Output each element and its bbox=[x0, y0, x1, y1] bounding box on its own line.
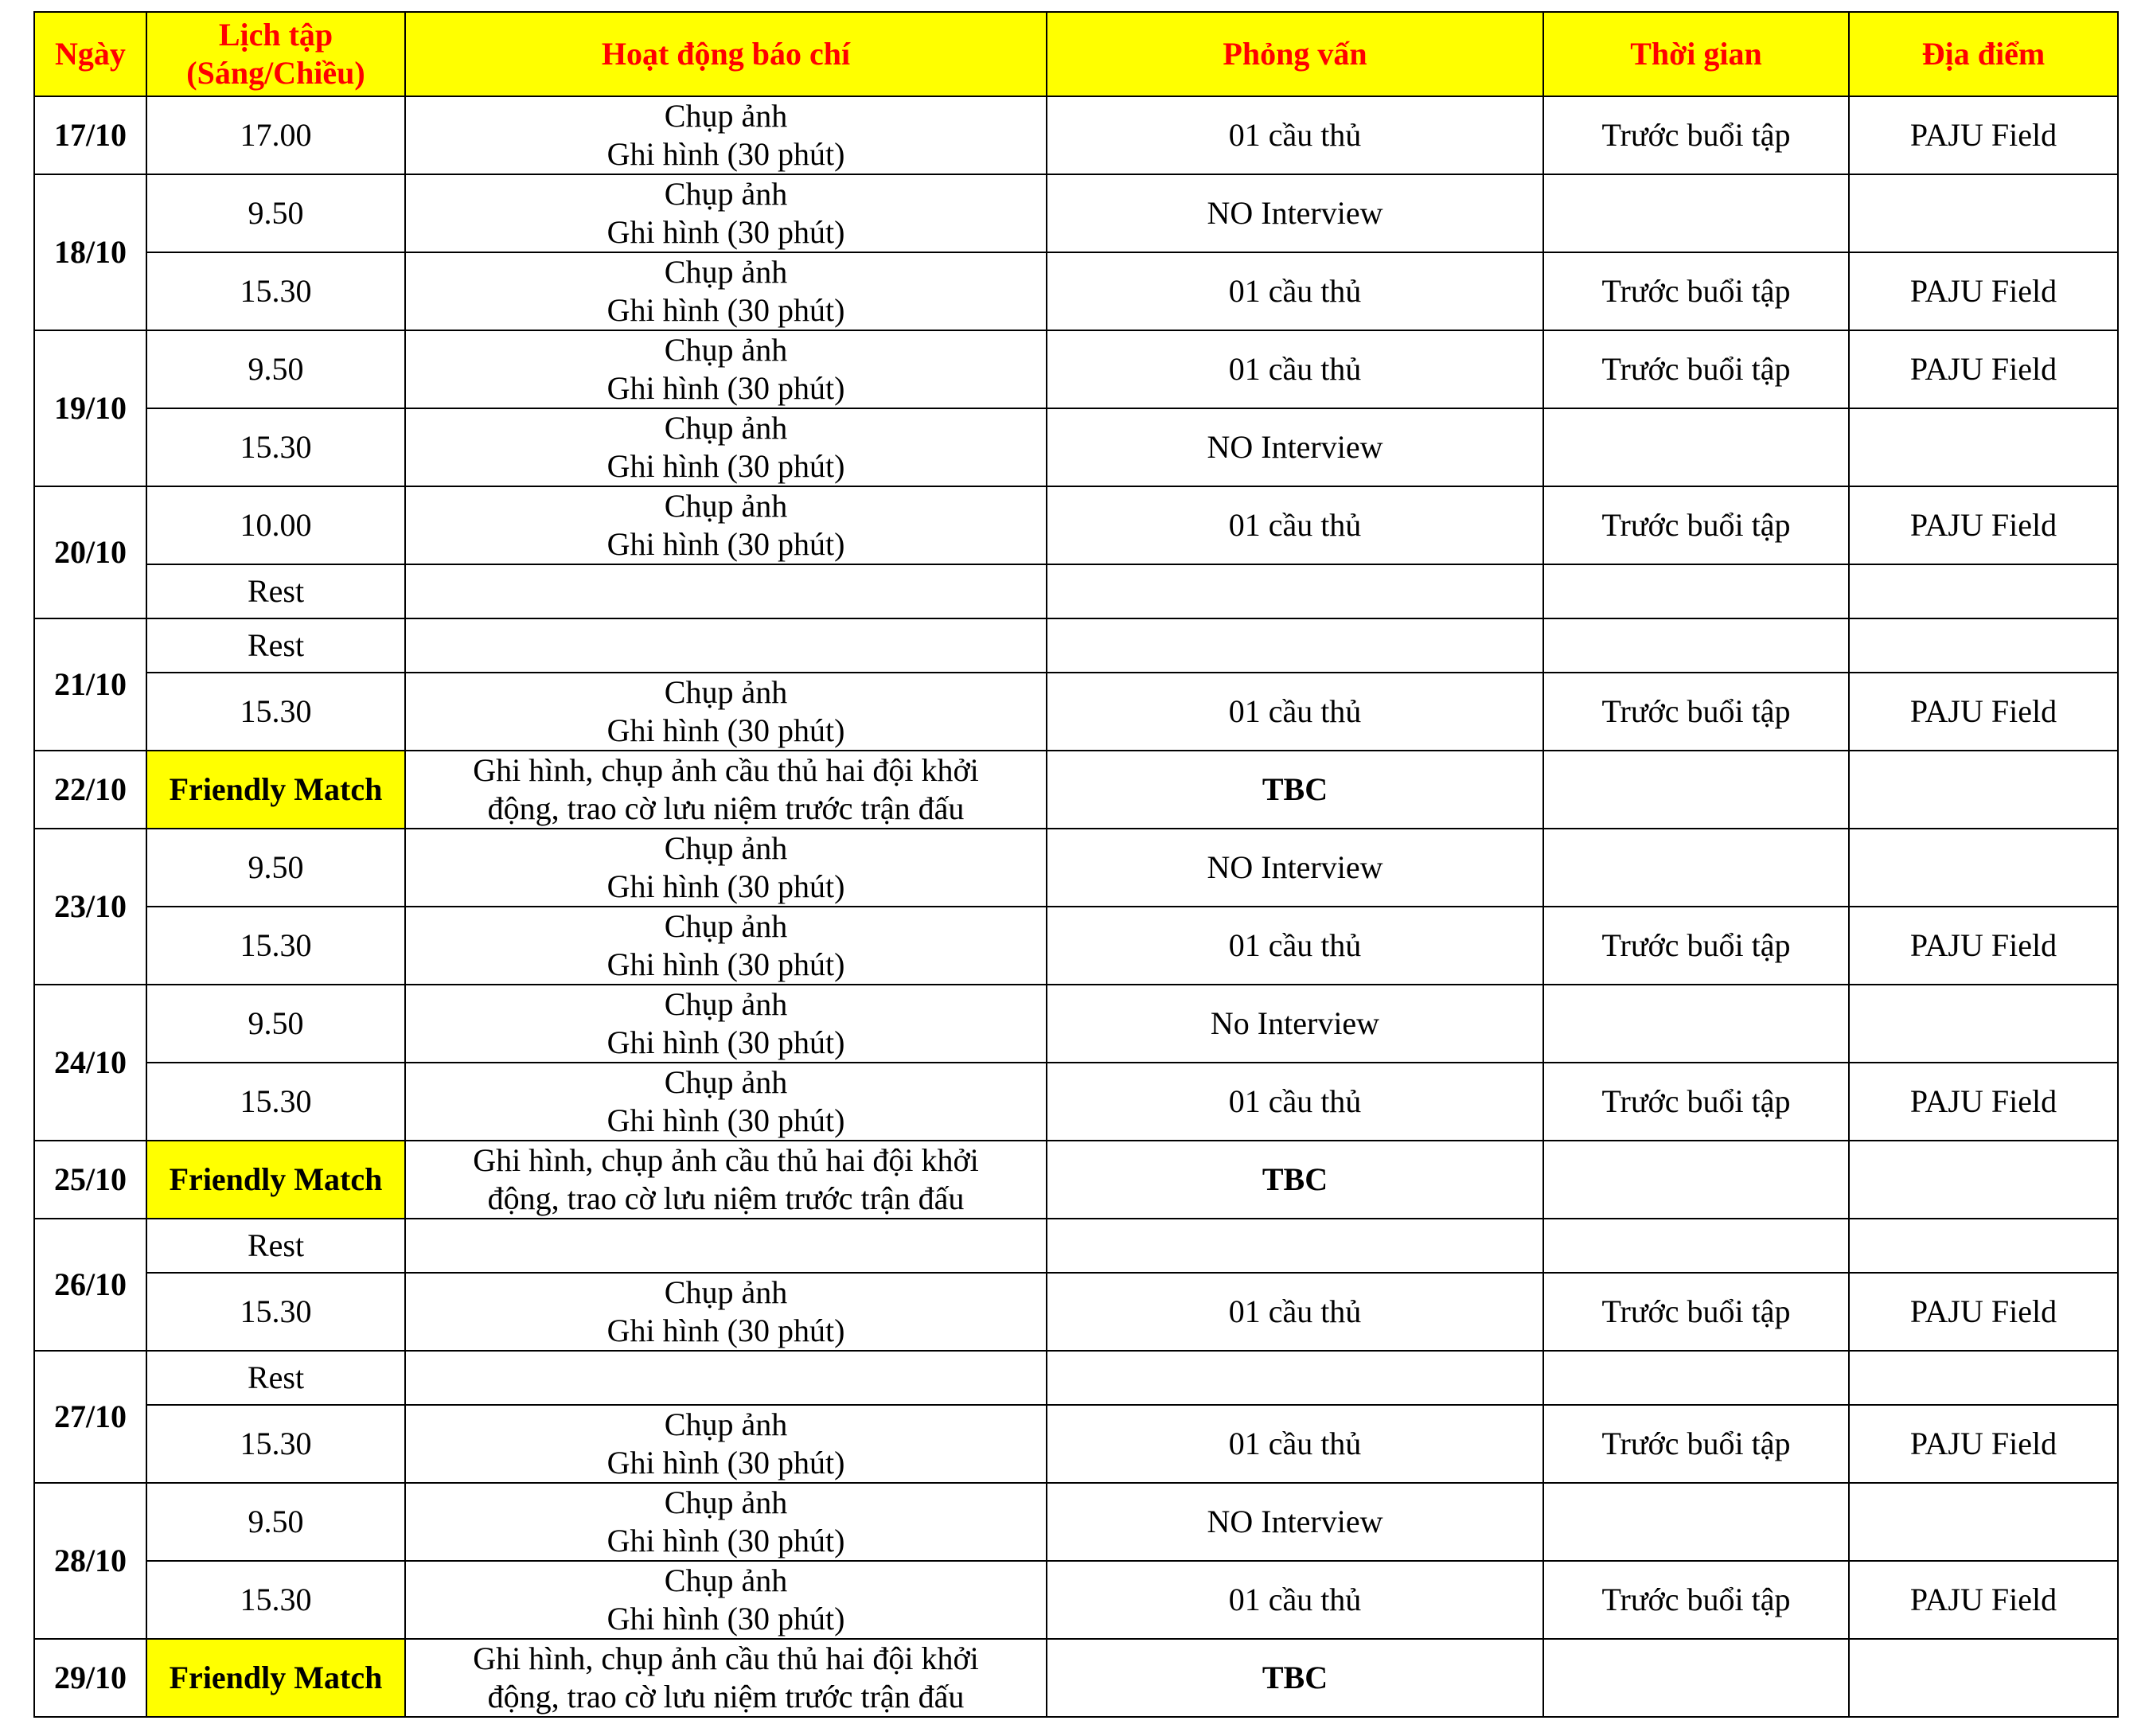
table-row bbox=[34, 252, 2118, 330]
press-activity-line: Chụp ảnh bbox=[664, 1274, 788, 1310]
table-row bbox=[34, 673, 2118, 751]
press-activity-cell bbox=[405, 1561, 1047, 1639]
press-activity-line: Ghi hình (30 phút) bbox=[606, 1445, 845, 1480]
press-activity-line: Ghi hình (30 phút) bbox=[606, 712, 845, 748]
press-activity-cell bbox=[405, 1351, 1047, 1405]
location-cell: PAJU Field bbox=[1849, 1273, 2118, 1351]
press-activity-cell bbox=[405, 1483, 1047, 1561]
training-cell: Rest bbox=[146, 618, 405, 673]
table-row bbox=[34, 1219, 2118, 1273]
date-cell: 22/10 bbox=[34, 751, 146, 829]
press-activity-cell bbox=[405, 564, 1047, 618]
time-cell bbox=[1543, 1351, 1849, 1405]
press-activity-line: Chụp ảnh bbox=[664, 98, 788, 134]
training-cell: Rest bbox=[146, 564, 405, 618]
interview-cell: No Interview bbox=[1047, 985, 1543, 1063]
press-activity-line: Ghi hình (30 phút) bbox=[606, 370, 845, 406]
header-training bbox=[146, 12, 405, 96]
time-cell: Trước buổi tập bbox=[1543, 907, 1849, 985]
time-cell bbox=[1543, 408, 1849, 486]
time-cell: Trước buổi tập bbox=[1543, 1405, 1849, 1483]
training-cell: 15.30 bbox=[146, 1273, 405, 1351]
header-interview: Phỏng vấn bbox=[1047, 12, 1543, 96]
date-cell: 28/10 bbox=[34, 1483, 146, 1639]
press-activity-cell bbox=[405, 1141, 1047, 1219]
press-activity-line: Chụp ảnh bbox=[664, 1064, 788, 1100]
time-cell: Trước buổi tập bbox=[1543, 486, 1849, 564]
header-day: Ngày bbox=[34, 12, 146, 96]
table-row bbox=[34, 1561, 2118, 1639]
training-cell: 9.50 bbox=[146, 985, 405, 1063]
press-activity-line: Ghi hình (30 phút) bbox=[606, 1313, 845, 1348]
press-activity-line: Ghi hình (30 phút) bbox=[606, 1024, 845, 1060]
table-row bbox=[34, 1273, 2118, 1351]
press-activity-line: động, trao cờ lưu niệm trước trận đấu bbox=[487, 1180, 965, 1216]
table-row bbox=[34, 985, 2118, 1063]
table-row bbox=[34, 486, 2118, 564]
table-row bbox=[34, 1483, 2118, 1561]
table-row bbox=[34, 564, 2118, 618]
time-cell: Trước buổi tập bbox=[1543, 1273, 1849, 1351]
location-cell: PAJU Field bbox=[1849, 1405, 2118, 1483]
table-row bbox=[34, 1063, 2118, 1141]
press-activity-line: Ghi hình (30 phút) bbox=[606, 1102, 845, 1138]
press-activity-line: động, trao cờ lưu niệm trước trận đấu bbox=[487, 790, 965, 826]
press-activity-cell bbox=[405, 96, 1047, 174]
date-cell: 20/10 bbox=[34, 486, 146, 618]
table-row bbox=[34, 1639, 2118, 1717]
press-activity-line: Chụp ảnh bbox=[664, 986, 788, 1022]
press-schedule-table bbox=[33, 11, 2119, 1718]
press-activity-cell bbox=[405, 252, 1047, 330]
press-activity-line: Chụp ảnh bbox=[664, 176, 788, 212]
friendly-match-cell: Friendly Match bbox=[146, 1141, 405, 1219]
press-activity-cell bbox=[405, 673, 1047, 751]
interview-cell: TBC bbox=[1047, 1639, 1543, 1717]
press-activity-line: Ghi hình (30 phút) bbox=[606, 214, 845, 250]
location-cell bbox=[1849, 1483, 2118, 1561]
press-activity-cell bbox=[405, 408, 1047, 486]
press-activity-line: Chụp ảnh bbox=[664, 332, 788, 368]
interview-cell: NO Interview bbox=[1047, 1483, 1543, 1561]
training-cell: Rest bbox=[146, 1219, 405, 1273]
time-cell bbox=[1543, 1483, 1849, 1561]
interview-cell: TBC bbox=[1047, 1141, 1543, 1219]
interview-cell bbox=[1047, 1351, 1543, 1405]
press-activity-cell bbox=[405, 1405, 1047, 1483]
time-cell: Trước buổi tập bbox=[1543, 96, 1849, 174]
time-cell bbox=[1543, 1141, 1849, 1219]
press-activity-line: Ghi hình (30 phút) bbox=[606, 946, 845, 982]
training-cell: 15.30 bbox=[146, 252, 405, 330]
interview-cell: NO Interview bbox=[1047, 408, 1543, 486]
date-cell: 18/10 bbox=[34, 174, 146, 330]
press-activity-cell bbox=[405, 618, 1047, 673]
press-activity-line: Chụp ảnh bbox=[664, 1406, 788, 1442]
table-row bbox=[34, 96, 2118, 174]
date-cell: 25/10 bbox=[34, 1141, 146, 1219]
press-activity-line: Ghi hình, chụp ảnh cầu thủ hai đội khởi bbox=[473, 1142, 979, 1178]
table-row bbox=[34, 751, 2118, 829]
date-cell: 29/10 bbox=[34, 1639, 146, 1717]
location-cell bbox=[1849, 618, 2118, 673]
press-activity-line: Chụp ảnh bbox=[664, 908, 788, 944]
header-location: Địa điểm bbox=[1849, 12, 2118, 96]
location-cell: PAJU Field bbox=[1849, 330, 2118, 408]
interview-cell: NO Interview bbox=[1047, 174, 1543, 252]
header-training-line1: Lịch tập bbox=[218, 17, 333, 53]
table-row bbox=[34, 174, 2118, 252]
press-activity-line: Ghi hình, chụp ảnh cầu thủ hai đội khởi bbox=[473, 752, 979, 788]
table-row bbox=[34, 618, 2118, 673]
press-activity-line: Ghi hình (30 phút) bbox=[606, 868, 845, 904]
press-activity-cell bbox=[405, 907, 1047, 985]
location-cell bbox=[1849, 1351, 2118, 1405]
training-cell: 9.50 bbox=[146, 829, 405, 907]
time-cell bbox=[1543, 618, 1849, 673]
press-activity-line: Ghi hình (30 phút) bbox=[606, 448, 845, 484]
press-activity-cell bbox=[405, 985, 1047, 1063]
location-cell bbox=[1849, 564, 2118, 618]
press-activity-line: Chụp ảnh bbox=[664, 488, 788, 524]
training-cell: 15.30 bbox=[146, 1405, 405, 1483]
header-press: Hoạt động báo chí bbox=[405, 12, 1047, 96]
date-cell: 21/10 bbox=[34, 618, 146, 751]
interview-cell: 01 cầu thủ bbox=[1047, 486, 1543, 564]
location-cell bbox=[1849, 829, 2118, 907]
press-activity-cell bbox=[405, 1063, 1047, 1141]
time-cell: Trước buổi tập bbox=[1543, 673, 1849, 751]
time-cell bbox=[1543, 751, 1849, 829]
training-cell: 10.00 bbox=[146, 486, 405, 564]
time-cell bbox=[1543, 1219, 1849, 1273]
press-activity-line: Chụp ảnh bbox=[664, 254, 788, 290]
press-activity-cell bbox=[405, 751, 1047, 829]
interview-cell: 01 cầu thủ bbox=[1047, 252, 1543, 330]
time-cell: Trước buổi tập bbox=[1543, 1063, 1849, 1141]
table-row bbox=[34, 829, 2118, 907]
training-cell: 17.00 bbox=[146, 96, 405, 174]
press-activity-line: Ghi hình (30 phút) bbox=[606, 1601, 845, 1637]
press-activity-cell bbox=[405, 829, 1047, 907]
press-activity-cell bbox=[405, 174, 1047, 252]
location-cell: PAJU Field bbox=[1849, 1063, 2118, 1141]
time-cell bbox=[1543, 174, 1849, 252]
press-activity-line: Ghi hình (30 phút) bbox=[606, 292, 845, 328]
training-cell: 15.30 bbox=[146, 408, 405, 486]
press-activity-cell bbox=[405, 1273, 1047, 1351]
press-activity-line: Ghi hình (30 phút) bbox=[606, 136, 845, 172]
interview-cell: 01 cầu thủ bbox=[1047, 1273, 1543, 1351]
location-cell: PAJU Field bbox=[1849, 1561, 2118, 1639]
press-activity-line: Chụp ảnh bbox=[664, 830, 788, 866]
date-cell: 26/10 bbox=[34, 1219, 146, 1351]
location-cell bbox=[1849, 1141, 2118, 1219]
friendly-match-cell: Friendly Match bbox=[146, 751, 405, 829]
press-activity-line: Ghi hình, chụp ảnh cầu thủ hai đội khởi bbox=[473, 1640, 979, 1676]
press-activity-line: Ghi hình (30 phút) bbox=[606, 1523, 845, 1558]
training-cell: Rest bbox=[146, 1351, 405, 1405]
press-activity-line: Chụp ảnh bbox=[664, 674, 788, 710]
interview-cell: 01 cầu thủ bbox=[1047, 96, 1543, 174]
table-row bbox=[34, 907, 2118, 985]
press-activity-cell bbox=[405, 486, 1047, 564]
press-activity-cell bbox=[405, 1639, 1047, 1717]
location-cell: PAJU Field bbox=[1849, 907, 2118, 985]
interview-cell: 01 cầu thủ bbox=[1047, 1561, 1543, 1639]
location-cell: PAJU Field bbox=[1849, 252, 2118, 330]
time-cell bbox=[1543, 564, 1849, 618]
press-activity-line: Chụp ảnh bbox=[664, 1562, 788, 1598]
training-cell: 9.50 bbox=[146, 174, 405, 252]
interview-cell: 01 cầu thủ bbox=[1047, 907, 1543, 985]
time-cell: Trước buổi tập bbox=[1543, 252, 1849, 330]
location-cell bbox=[1849, 1639, 2118, 1717]
press-activity-cell bbox=[405, 1219, 1047, 1273]
interview-cell: 01 cầu thủ bbox=[1047, 673, 1543, 751]
interview-cell: TBC bbox=[1047, 751, 1543, 829]
header-training-line2: (Sáng/Chiều) bbox=[186, 55, 365, 91]
location-cell: PAJU Field bbox=[1849, 486, 2118, 564]
table-row bbox=[34, 330, 2118, 408]
interview-cell bbox=[1047, 618, 1543, 673]
date-cell: 23/10 bbox=[34, 829, 146, 985]
press-activity-line: Chụp ảnh bbox=[664, 1484, 788, 1520]
interview-cell: 01 cầu thủ bbox=[1047, 1405, 1543, 1483]
interview-cell bbox=[1047, 564, 1543, 618]
location-cell bbox=[1849, 408, 2118, 486]
training-cell: 15.30 bbox=[146, 907, 405, 985]
schedule-body bbox=[34, 96, 2118, 1717]
training-cell: 15.30 bbox=[146, 1063, 405, 1141]
press-activity-line: động, trao cờ lưu niệm trước trận đấu bbox=[487, 1679, 965, 1715]
interview-cell: 01 cầu thủ bbox=[1047, 330, 1543, 408]
time-cell bbox=[1543, 985, 1849, 1063]
table-row bbox=[34, 1405, 2118, 1483]
location-cell: PAJU Field bbox=[1849, 673, 2118, 751]
friendly-match-cell: Friendly Match bbox=[146, 1639, 405, 1717]
date-cell: 19/10 bbox=[34, 330, 146, 486]
location-cell bbox=[1849, 985, 2118, 1063]
interview-cell: 01 cầu thủ bbox=[1047, 1063, 1543, 1141]
date-cell: 27/10 bbox=[34, 1351, 146, 1483]
interview-cell: NO Interview bbox=[1047, 829, 1543, 907]
table-row bbox=[34, 1141, 2118, 1219]
press-activity-line: Chụp ảnh bbox=[664, 410, 788, 446]
table-row bbox=[34, 408, 2118, 486]
time-cell bbox=[1543, 829, 1849, 907]
interview-cell bbox=[1047, 1219, 1543, 1273]
header-row bbox=[34, 12, 2118, 96]
date-cell: 24/10 bbox=[34, 985, 146, 1141]
location-cell bbox=[1849, 174, 2118, 252]
training-cell: 9.50 bbox=[146, 330, 405, 408]
time-cell: Trước buổi tập bbox=[1543, 1561, 1849, 1639]
press-activity-line: Ghi hình (30 phút) bbox=[606, 526, 845, 562]
location-cell: PAJU Field bbox=[1849, 96, 2118, 174]
date-cell: 17/10 bbox=[34, 96, 146, 174]
training-cell: 9.50 bbox=[146, 1483, 405, 1561]
time-cell: Trước buổi tập bbox=[1543, 330, 1849, 408]
training-cell: 15.30 bbox=[146, 1561, 405, 1639]
time-cell bbox=[1543, 1639, 1849, 1717]
table-row bbox=[34, 1351, 2118, 1405]
training-cell: 15.30 bbox=[146, 673, 405, 751]
press-activity-cell bbox=[405, 330, 1047, 408]
header-time: Thời gian bbox=[1543, 12, 1849, 96]
location-cell bbox=[1849, 1219, 2118, 1273]
location-cell bbox=[1849, 751, 2118, 829]
